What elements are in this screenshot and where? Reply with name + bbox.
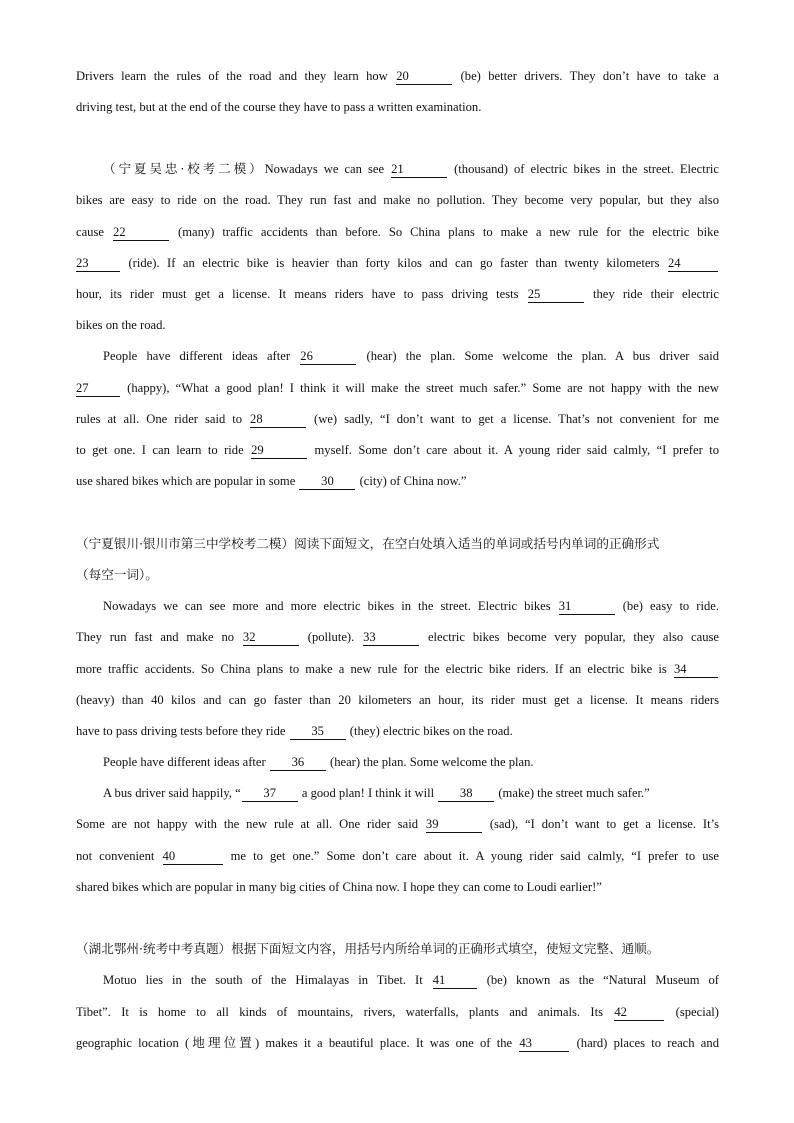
- answer-blank[interactable]: 40: [163, 849, 223, 865]
- source-label: （宁夏吴忠·校考二模）: [103, 161, 265, 176]
- answer-blank[interactable]: 26: [300, 349, 356, 365]
- passage-line: to get one. I can learn to ride 29 myself. Some don’t care about it. A young rider said calmly, “I prefer to: [76, 443, 720, 457]
- passage-line: 27 (happy), “What a good plan! I think it will make the street much safer.” Some are not happy with the new: [76, 381, 719, 395]
- answer-blank[interactable]: 33: [363, 630, 419, 646]
- answer-blank[interactable]: 28: [250, 412, 306, 428]
- passage-line: Some are not happy with the new rule at all. One rider said 39 (sad), “I don’t want to get a license. It’s: [76, 817, 719, 831]
- passage-line: bikes on the road.: [76, 318, 166, 332]
- answer-blank[interactable]: 24: [668, 256, 718, 272]
- passage-line: They run fast and make no 32 (pollute). 33 electric bikes become very popular, they also cause: [76, 630, 720, 644]
- answer-blank[interactable]: 32: [243, 630, 299, 646]
- answer-blank[interactable]: 29: [251, 443, 307, 459]
- passage-line: 23 (ride). If an electric bike is heavier than forty kilos and can go faster than twenty kilometers 24: [76, 253, 719, 273]
- passage-line: geographic location (地理位置) makes it a beautiful place. It was one of the 43 (hard) places to reach and: [76, 1036, 719, 1050]
- passage-line: driving test, but at the end of the course they have to pass a written examination.: [76, 100, 482, 114]
- answer-blank[interactable]: 39: [426, 817, 482, 833]
- answer-blank[interactable]: 36: [270, 755, 326, 771]
- answer-blank[interactable]: 22: [113, 225, 169, 241]
- section-heading: （湖北鄂州·统考中考真题）根据下面短文内容，用括号内所给单词的正确形式填空，使短文完整、通顺。: [76, 941, 660, 956]
- answer-blank[interactable]: 20: [396, 69, 452, 85]
- passage-line: hour, its rider must get a license. It means riders have to pass driving tests 25 they ride their electric: [76, 287, 719, 301]
- passage-line: rules at all. One rider said to 28 (we) sadly, “I don’t want to get a license. That’s not convenient for me: [76, 412, 719, 426]
- passage-line: bikes are easy to ride on the road. They run fast and make no pollution. They become very popular, but they also: [76, 193, 719, 207]
- passage-line: more traffic accidents. So China plans to make a new rule for the electric bike riders. If an electric bike is 34: [76, 659, 719, 679]
- passage-line: Motuo lies in the south of the Himalayas in Tibet. It 41 (be) known as the “Natural Museum of: [103, 973, 719, 987]
- section-heading: （每空一词）。: [76, 567, 158, 582]
- answer-blank[interactable]: 21: [391, 162, 447, 178]
- answer-blank[interactable]: 43: [519, 1036, 569, 1052]
- passage-line: use shared bikes which are popular in some 30 (city) of China now.”: [76, 474, 467, 488]
- passage-line: not convenient 40 me to get one.” Some don’t care about it. A young rider said calmly, “I prefer to use: [76, 849, 719, 863]
- answer-blank[interactable]: 42: [614, 1005, 664, 1021]
- passage-line: People have different ideas after 26 (hear) the plan. Some welcome the plan. A bus driver said: [103, 349, 720, 363]
- answer-blank[interactable]: 25: [528, 287, 584, 303]
- passage-line: (heavy) than 40 kilos and can go faster than 20 kilometers an hour, its rider must get a license. It means riders: [76, 693, 719, 707]
- passage-line: People have different ideas after 36 (hear) the plan. Some welcome the plan.: [103, 755, 534, 769]
- section-heading: （宁夏银川·银川市第三中学校考二模）阅读下面短文，在空白处填入适当的单词或括号内单词的正确形式: [76, 536, 660, 551]
- passage-line: Drivers learn the rules of the road and they learn how 20 (be) better drivers. They don’t have to take a: [76, 69, 719, 83]
- passage-line: Nowadays we can see more and more electric bikes in the street. Electric bikes 31 (be) easy to ride.: [103, 599, 719, 613]
- passage-line: Tibet”. It is home to all kinds of mountains, rivers, waterfalls, plants and animals. Its 42 (special): [76, 1005, 719, 1019]
- answer-blank[interactable]: 37: [242, 786, 298, 802]
- passage-line: shared bikes which are popular in many big cities of China now. I hope they can come to Loudi earlier!”: [76, 880, 602, 894]
- answer-blank[interactable]: 38: [438, 786, 494, 802]
- passage-line: have to pass driving tests before they ride 35 (they) electric bikes on the road.: [76, 724, 513, 738]
- answer-blank[interactable]: 27: [76, 381, 120, 397]
- answer-blank[interactable]: 34: [674, 662, 718, 678]
- passage-line: cause 22 (many) traffic accidents than before. So China plans to make a new rule for the electric bike: [76, 225, 719, 239]
- answer-blank[interactable]: 31: [559, 599, 615, 615]
- passage-line: （宁夏吴忠·校考二模）Nowadays we can see 21 (thousand) of electric bikes in the street. Electric: [103, 161, 719, 176]
- answer-blank[interactable]: 41: [433, 973, 477, 989]
- answer-blank[interactable]: 23: [76, 256, 120, 272]
- answer-blank[interactable]: 35: [290, 724, 346, 740]
- answer-blank[interactable]: 30: [299, 474, 355, 490]
- passage-line: A bus driver said happily, “ 37 a good plan! I think it will 38 (make) the street much safer.”: [103, 786, 650, 800]
